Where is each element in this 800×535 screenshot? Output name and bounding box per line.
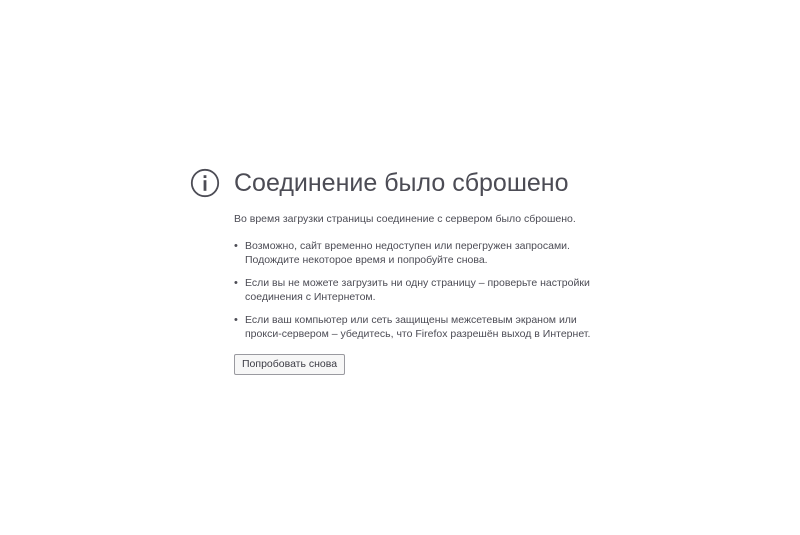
error-title-row <box>190 168 610 198</box>
retry-button[interactable]: Попробовать снова <box>234 354 345 375</box>
info-circle-icon <box>190 168 220 198</box>
error-container <box>190 168 610 375</box>
error-short-description: Во время загрузки страницы соединение с сервером было сброшено. <box>234 213 576 225</box>
list-item: • Если ваш компьютер или сеть защищены межсетевым экраном или прокси-сервером – убедитесь, что Firefox разрешён выход в Интернет. <box>234 313 610 341</box>
retry-button-wrap <box>234 354 610 375</box>
list-item: • Если вы не можете загрузить ни одну страницу – проверьте настройки соединения с Интернетом. <box>234 276 610 304</box>
error-body <box>190 212 610 375</box>
page-title: Соединение было сброшено <box>234 169 569 197</box>
list-item: • Возможно, сайт временно недоступен или перегружен запросами. Подождите некоторое время и попробуйте снова. <box>234 239 610 267</box>
error-suggestion-list <box>234 239 610 341</box>
